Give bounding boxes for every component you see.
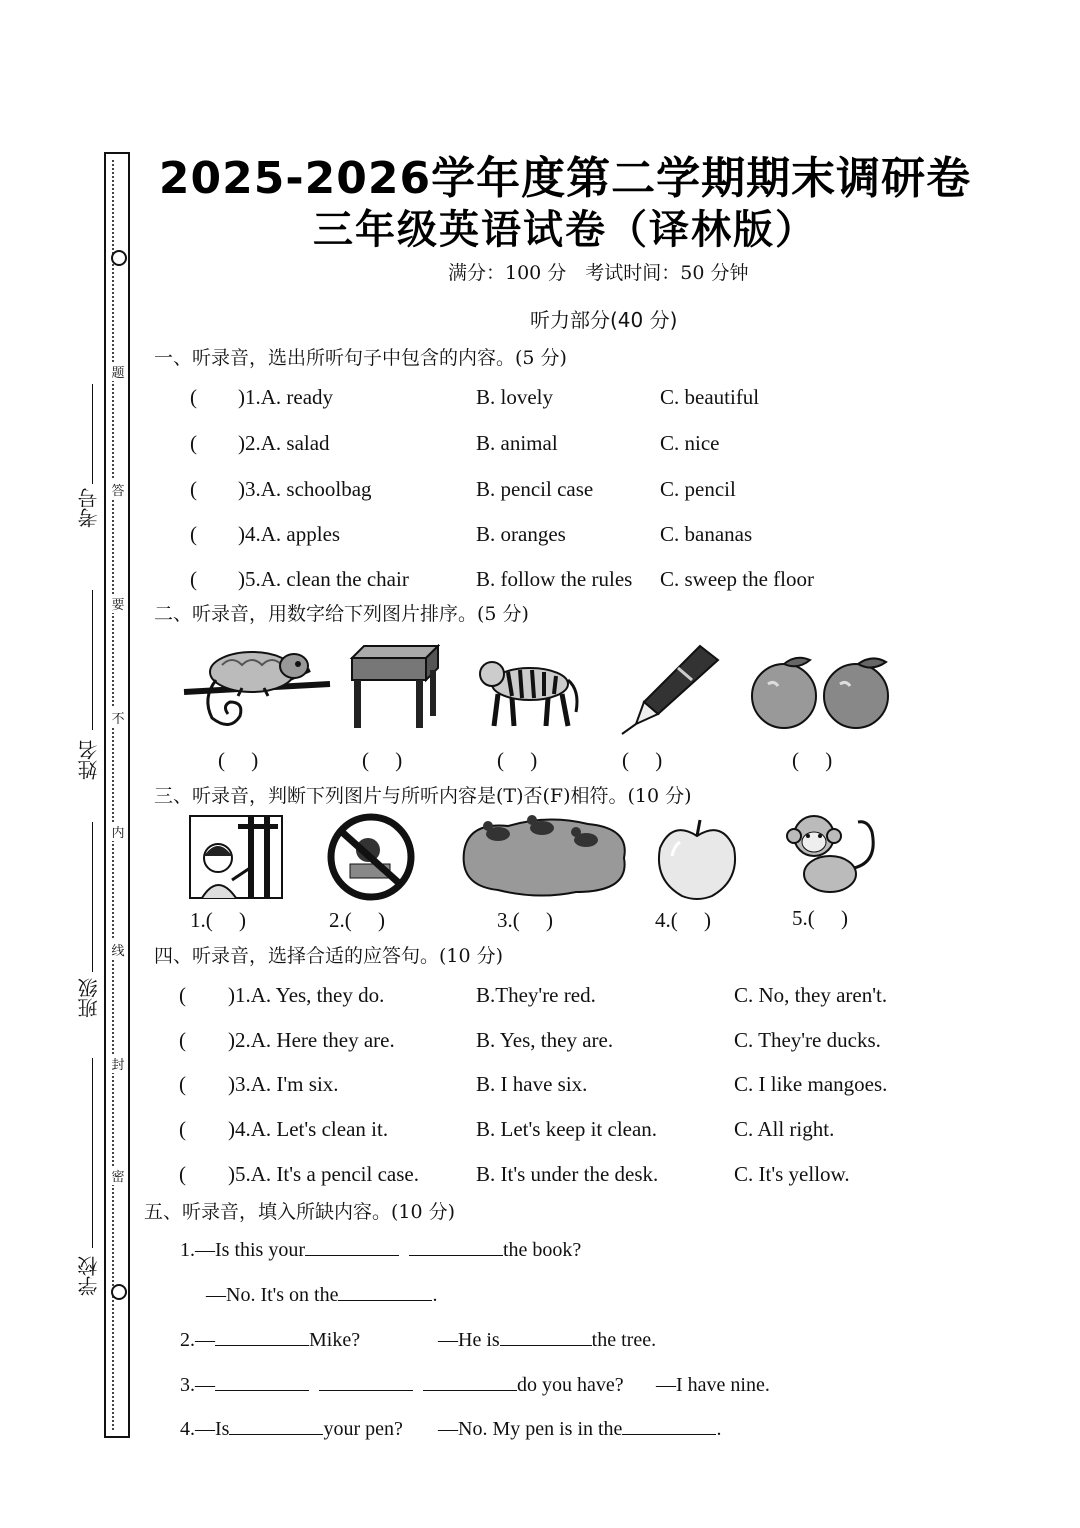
s5-q1-question (180, 1239, 581, 1262)
s4-q2-option-c: C. They're ducks. (734, 1028, 881, 1052)
s1-q5-option-b: B. follow the rules (476, 567, 633, 591)
s1-q4-option-c: C. bananas (660, 522, 753, 546)
s5-q4-answer-pre: —No. My pen is in the (438, 1418, 623, 1440)
answer-blank[interactable] (229, 1433, 323, 1435)
monkey-picture (784, 808, 884, 894)
answer-blank[interactable] (215, 1344, 309, 1346)
s1-q4-option-b: B. oranges (476, 522, 566, 546)
s1-q2-option-c: C. nice (660, 431, 720, 455)
s2-bracket-1[interactable]: ( ) (218, 748, 259, 772)
section5-heading: 五、听录音，填入所缺内容。(10 分) (144, 1201, 456, 1223)
answer-paren[interactable]: ( (190, 431, 197, 455)
answer-paren[interactable]: ( (179, 1162, 186, 1186)
seal-char-6: 线 (108, 940, 128, 959)
s2-bracket-5[interactable]: ( ) (792, 748, 833, 772)
s2-bracket-4[interactable]: ( ) (622, 748, 663, 772)
seal-char-5: 内 (108, 822, 128, 841)
answer-blank[interactable] (500, 1344, 592, 1346)
seal-dotted-line (112, 160, 126, 1430)
s4-q1-option-c: C. No, they aren't. (734, 983, 888, 1007)
s1-q5-option-a: )5.A. clean the chair (238, 567, 409, 591)
s4-q3-option-b: B. I have six. (476, 1072, 588, 1096)
s5-q4-text-mid: your pen? (323, 1418, 403, 1440)
s3-label-5[interactable]: 5.( ) (792, 906, 848, 930)
answer-paren[interactable]: ( (179, 1028, 186, 1052)
answer-blank[interactable] (215, 1389, 309, 1391)
section4-heading: 四、听录音，选择合适的应答句。(10 分) (154, 945, 504, 967)
s5-q1-answer-pre: —No. It's on the (206, 1284, 339, 1306)
chameleon-picture (182, 640, 332, 735)
class-line[interactable] (92, 822, 93, 972)
s1-q2-option-b: B. animal (476, 431, 558, 455)
answer-paren[interactable]: ( (190, 567, 197, 591)
s3-label-4[interactable]: 4.( ) (655, 908, 711, 932)
seal-char-2: 答 (108, 480, 128, 499)
s4-q5-option-a: )5.A. It's a pencil case. (228, 1162, 419, 1186)
s5-q1-text-pre: 1.—Is this your (180, 1239, 305, 1261)
s1-q1-option-a: )1.A. ready (238, 385, 334, 409)
s5-q2-answer-post: the tree. (591, 1329, 657, 1351)
s1-q2-option-a: )2.A. salad (238, 431, 330, 455)
s1-q1-option-b: B. lovely (476, 385, 553, 409)
s4-q1-option-b: B.They're red. (476, 983, 596, 1007)
answer-blank[interactable] (305, 1254, 399, 1256)
exam-title: 2025-2026学年度第二学期期末调研卷 (158, 153, 972, 204)
apple-picture (652, 816, 742, 902)
label-class: 班级 (77, 978, 101, 1018)
exam-meta: 满分：100 分 考试时间：50 分钟 (448, 262, 749, 284)
s5-q1-answer-post: . (432, 1284, 438, 1306)
s4-q5-option-c: C. It's yellow. (734, 1162, 850, 1186)
s4-q4-option-c: C. All right. (734, 1117, 835, 1141)
s2-bracket-2[interactable]: ( ) (362, 748, 403, 772)
s3-label-2[interactable]: 2.( ) (329, 908, 385, 932)
s5-q1-text-post: the book? (503, 1239, 582, 1261)
s5-q4-answer-post: . (716, 1418, 722, 1440)
seal-char-8: 密 (108, 1166, 128, 1185)
no-sleeping-sign-picture (326, 812, 416, 902)
pen-picture (618, 644, 722, 736)
s5-q3-text-pre: 3.— (180, 1374, 215, 1396)
s5-q2-text-mid: Mike? (309, 1329, 361, 1351)
s4-q1-option-a: )1.A. Yes, they do. (228, 983, 385, 1007)
s4-q2-option-b: B. Yes, they are. (476, 1028, 614, 1052)
seal-char-7: 封 (108, 1054, 128, 1073)
answer-blank[interactable] (319, 1389, 413, 1391)
tiger-picture (478, 650, 582, 730)
s1-q5-option-c: C. sweep the floor (660, 567, 814, 591)
seal-char-3: 要 (108, 594, 128, 613)
seal-char-1: 题 (108, 362, 128, 381)
s1-q3-option-a: )3.A. schoolbag (238, 477, 372, 501)
answer-paren[interactable]: ( (179, 1072, 186, 1096)
s3-label-1[interactable]: 1.( ) (190, 908, 246, 932)
binding-hole-bottom (111, 1284, 127, 1300)
s1-q3-option-b: B. pencil case (476, 477, 594, 501)
s4-q3-option-c: C. I like mangoes. (734, 1072, 888, 1096)
s4-q5-option-b: B. It's under the desk. (476, 1162, 659, 1186)
s1-q3-option-c: C. pencil (660, 477, 736, 501)
label-name: 姓名 (77, 740, 101, 780)
s5-q4-answer (438, 1418, 721, 1441)
answer-paren[interactable]: ( (179, 983, 186, 1007)
exam-subtitle: 三年级英语试卷（译林版） (313, 207, 817, 253)
section2-heading: 二、听录音，用数字给下列图片排序。(5 分) (154, 603, 529, 625)
girl-window-picture (188, 814, 284, 900)
s1-q4-option-a: )4.A. apples (238, 522, 341, 546)
answer-blank[interactable] (409, 1254, 503, 1256)
answer-paren[interactable]: ( (179, 1117, 186, 1141)
s4-q4-option-b: B. Let's keep it clean. (476, 1117, 658, 1141)
answer-paren[interactable]: ( (190, 522, 197, 546)
section1-heading: 一、听录音，选出所听句子中包含的内容。(5 分) (154, 347, 567, 369)
name-line[interactable] (92, 590, 93, 730)
answer-paren[interactable]: ( (190, 385, 197, 409)
ducks-pond-picture (458, 812, 632, 900)
peaches-picture (748, 652, 894, 732)
seal-char-4: 不 (108, 708, 128, 727)
s5-q3-text-mid: do you have? (517, 1374, 624, 1396)
label-school: 学校 (77, 1256, 101, 1296)
school-line[interactable] (92, 1058, 93, 1248)
section3-heading: 三、听录音，判断下列图片与所听内容是(T)否(F)相符。(10 分) (154, 785, 692, 807)
exam-number-line[interactable] (92, 384, 93, 484)
s4-q3-option-a: )3.A. I'm six. (228, 1072, 339, 1096)
s5-q2-text-pre: 2.— (180, 1329, 215, 1351)
s5-q4-text-pre: 4.—Is (180, 1418, 230, 1440)
s5-q3-question (180, 1374, 624, 1397)
label-exam-number: 考号 (77, 488, 101, 528)
s5-q2-answer (438, 1329, 656, 1352)
answer-blank[interactable] (622, 1433, 716, 1435)
answer-paren[interactable]: ( (190, 477, 197, 501)
s2-bracket-3[interactable]: ( ) (497, 748, 538, 772)
desk-picture (348, 644, 440, 732)
s5-q3-answer: —I have nine. (656, 1374, 770, 1396)
answer-blank[interactable] (423, 1389, 517, 1391)
s5-q4-question (180, 1418, 403, 1441)
answer-blank[interactable] (338, 1299, 432, 1301)
s3-label-3[interactable]: 3.( ) (497, 908, 553, 932)
s5-q2-answer-pre: —He is (438, 1329, 500, 1351)
s5-q1-answer (206, 1284, 437, 1307)
s4-q2-option-a: )2.A. Here they are. (228, 1028, 395, 1052)
s5-q2-question (180, 1329, 360, 1352)
part-heading: 听力部分(40 分) (530, 308, 678, 332)
s1-q1-option-c: C. beautiful (660, 385, 760, 409)
s4-q4-option-a: )4.A. Let's clean it. (228, 1117, 389, 1141)
